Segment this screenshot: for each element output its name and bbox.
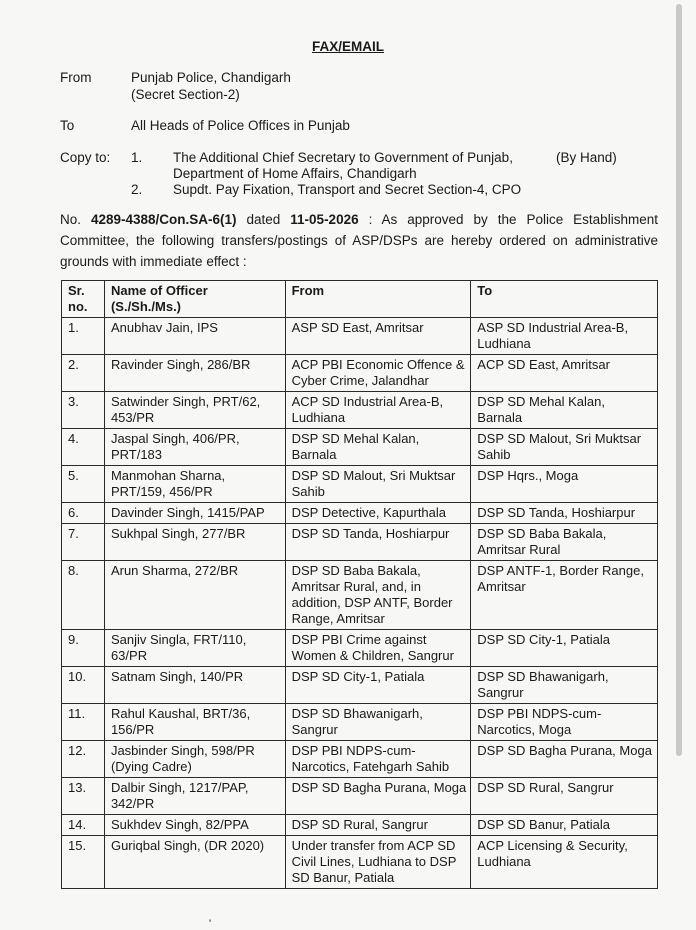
cell-from: DSP SD Tanda, Hoshiarpur	[285, 524, 471, 561]
page-mark: '	[209, 918, 212, 930]
cell-to: DSP SD Banur, Patiala	[471, 815, 658, 836]
cell-sr: 7.	[62, 524, 105, 561]
cell-from: Under transfer from ACP SD Civil Lines, Ludhiana to DSP SD Banur, Patiala	[285, 836, 471, 889]
table-row	[62, 630, 658, 667]
cell-sr: 14.	[62, 815, 105, 836]
from-label: From	[60, 70, 92, 85]
cell-from: DSP SD Bagha Purana, Moga	[285, 778, 471, 815]
order-text: : As approved by the Police Establishment Committee, the following transfers/postings of ASP/DSPs are hereby ordered on administrative grounds with immediate effect :	[60, 212, 658, 269]
cell-to: DSP PBI NDPS-cum-Narcotics, Moga	[471, 704, 658, 741]
cell-officer-name: Davinder Singh, 1415/PAP	[104, 503, 285, 524]
table-header-row	[62, 281, 658, 318]
table-row	[62, 815, 658, 836]
cell-sr: 4.	[62, 429, 105, 466]
cell-officer-name: Manmohan Sharna, PRT/159, 456/PR	[104, 466, 285, 503]
order-date: 11-05-2026	[290, 212, 359, 227]
document-title: FAX/EMAIL	[311, 39, 384, 54]
cell-to: DSP SD City-1, Patiala	[471, 630, 658, 667]
cell-sr: 6.	[62, 503, 105, 524]
copy-item-2-line-1: Supdt. Pay Fixation, Transport and Secret Section-4, CPO	[173, 182, 522, 197]
table-row	[62, 355, 658, 392]
table-row	[62, 667, 658, 704]
cell-sr: 5.	[62, 466, 105, 503]
cell-from: DSP SD Rural, Sangrur	[285, 815, 471, 836]
cell-to: DSP SD Baba Bakala, Amritsar Rural	[471, 524, 658, 561]
cell-officer-name: Satnam Singh, 140/PR	[104, 667, 285, 704]
table-row	[62, 503, 658, 524]
cell-from: DSP Detective, Kapurthala	[285, 503, 471, 524]
table-body	[62, 318, 658, 889]
to-label: To	[60, 118, 75, 133]
cell-from: DSP SD City-1, Patiala	[285, 667, 471, 704]
copy-item-1-line-1: The Additional Chief Secretary to Government of Punjab,	[173, 150, 513, 165]
copy-item-1-note: (By Hand)	[556, 150, 617, 165]
cell-to: DSP SD Bhawanigarh, Sangrur	[471, 667, 658, 704]
copy-item-2-num: 2.	[131, 182, 143, 197]
header-sr: Sr. no.	[62, 281, 105, 318]
cell-sr: 10.	[62, 667, 105, 704]
cell-sr: 8.	[62, 561, 105, 630]
cell-from: DSP PBI Crime against Women & Children, Sangrur	[285, 630, 471, 667]
cell-to: DSP SD Bagha Purana, Moga	[471, 741, 658, 778]
cell-sr: 9.	[62, 630, 105, 667]
table-row	[62, 524, 658, 561]
cell-officer-name: Jasbinder Singh, 598/PR (Dying Cadre)	[104, 741, 285, 778]
cell-officer-name: Jaspal Singh, 406/PR, PRT/183	[104, 429, 285, 466]
cell-from: DSP SD Malout, Sri Muktsar Sahib	[285, 466, 471, 503]
cell-from: DSP SD Mehal Kalan, Barnala	[285, 429, 471, 466]
cell-sr: 3.	[62, 392, 105, 429]
table-row	[62, 318, 658, 355]
header-to: To	[471, 281, 658, 318]
scrollbar[interactable]	[676, 4, 682, 756]
cell-to: DSP Hqrs., Moga	[471, 466, 658, 503]
order-dated-label: dated	[246, 212, 281, 227]
cell-sr: 12.	[62, 741, 105, 778]
copy-item-1-num: 1.	[131, 150, 143, 165]
cell-officer-name: Arun Sharma, 272/BR	[104, 561, 285, 630]
table-row	[62, 392, 658, 429]
cell-sr: 11.	[62, 704, 105, 741]
order-number: 4289-4388/Con.SA-6(1)	[90, 212, 237, 227]
cell-officer-name: Sukhdev Singh, 82/PPA	[104, 815, 285, 836]
cell-to: DSP SD Tanda, Hoshiarpur	[471, 503, 658, 524]
table-row	[62, 741, 658, 778]
cell-officer-name: Guriqbal Singh, (DR 2020)	[104, 836, 285, 889]
cell-sr: 2.	[62, 355, 105, 392]
cell-to: DSP SD Malout, Sri Muktsar Sahib	[471, 429, 658, 466]
cell-to: DSP ANTF-1, Border Range, Amritsar	[471, 561, 658, 630]
cell-to: ACP SD East, Amritsar	[471, 355, 658, 392]
cell-from: DSP SD Bhawanigarh, Sangrur	[285, 704, 471, 741]
transfers-table	[61, 280, 658, 889]
cell-to: DSP SD Mehal Kalan, Barnala	[471, 392, 658, 429]
to-value: All Heads of Police Offices in Punjab	[131, 118, 350, 133]
cell-officer-name: Sanjiv Singla, FRT/110, 63/PR	[104, 630, 285, 667]
cell-from: ASP SD East, Amritsar	[285, 318, 471, 355]
cell-sr: 15.	[62, 836, 105, 889]
cell-from: DSP PBI NDPS-cum-Narcotics, Fatehgarh Sahib	[285, 741, 471, 778]
header-from: From	[285, 281, 471, 318]
cell-to: ASP SD Industrial Area-B, Ludhiana	[471, 318, 658, 355]
cell-officer-name: Ravinder Singh, 286/BR	[104, 355, 285, 392]
cell-from: ACP SD Industrial Area-B, Ludhiana	[285, 392, 471, 429]
cell-to: DSP SD Rural, Sangrur	[471, 778, 658, 815]
cell-from: ACP PBI Economic Offence & Cyber Crime, Jalandhar	[285, 355, 471, 392]
header-name: Name of Officer (S./Sh./Ms.)	[104, 281, 285, 318]
cell-sr: 13.	[62, 778, 105, 815]
table-row	[62, 704, 658, 741]
table-row	[62, 561, 658, 630]
cell-sr: 1.	[62, 318, 105, 355]
cell-officer-name: Sukhpal Singh, 277/BR	[104, 524, 285, 561]
order-paragraph	[60, 209, 658, 272]
table-row	[62, 836, 658, 889]
cell-officer-name: Rahul Kaushal, BRT/36, 156/PR	[104, 704, 285, 741]
table-row	[62, 778, 658, 815]
cell-officer-name: Satwinder Singh, PRT/62, 453/PR	[104, 392, 285, 429]
copy-to-label: Copy to:	[60, 150, 111, 165]
cell-officer-name: Anubhav Jain, IPS	[104, 318, 285, 355]
table-row	[62, 429, 658, 466]
table-row	[62, 466, 658, 503]
from-line-2: (Secret Section-2)	[131, 87, 240, 102]
order-prefix: No.	[60, 212, 82, 227]
from-line-1: Punjab Police, Chandigarh	[131, 70, 291, 85]
cell-from: DSP SD Baba Bakala, Amritsar Rural, and, in addition, DSP ANTF, Border Range, Amritsar	[285, 561, 471, 630]
copy-item-1-line-2: Department of Home Affairs, Chandigarh	[173, 166, 417, 181]
cell-to: ACP Licensing & Security, Ludhiana	[471, 836, 658, 889]
cell-officer-name: Dalbir Singh, 1217/PAP, 342/PR	[104, 778, 285, 815]
